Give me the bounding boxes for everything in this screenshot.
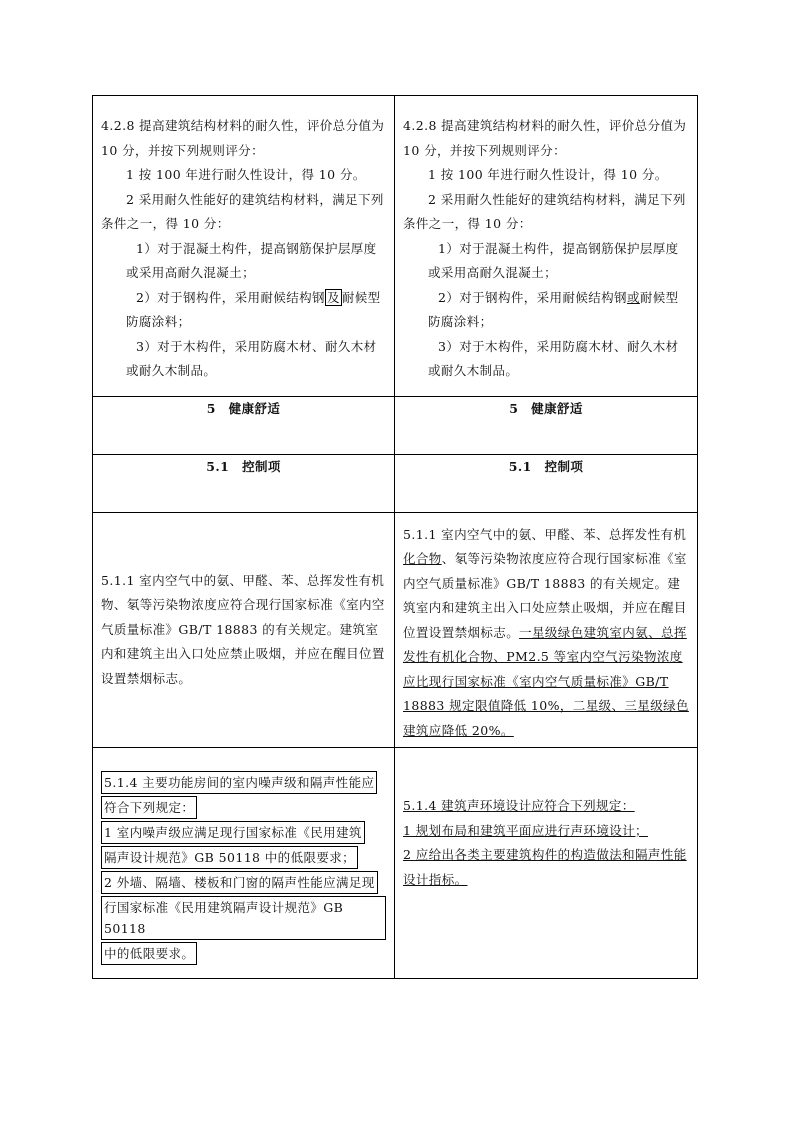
rule-2-3-wood: 3）对于木构件，采用防腐木材、耐久木材或耐久木制品。 <box>126 338 377 378</box>
chapter-5-heading-original: 5 健康舒适 <box>93 396 395 454</box>
boxed-deleted-line: 隔声设计规范》GB 50118 中的低限要求； <box>101 846 358 869</box>
steel-text-a: 2）对于钢构件，采用耐候结构钢 <box>136 289 325 305</box>
comparison-table <box>92 95 698 979</box>
row-4-2-8 <box>93 96 698 397</box>
row-5-1-4 <box>93 748 698 979</box>
section-5-1-heading-revised: 5.1 控制项 <box>395 454 698 512</box>
boxed-deleted-line: 1 室内噪声级应满足现行国家标准《民用建筑 <box>101 821 365 844</box>
rule-2: 2 采用耐久性能好的建筑结构材料，满足下列条件之一，得 10 分： <box>101 191 384 231</box>
row-5-1-1 <box>93 512 698 748</box>
underlined-change-mark: 或 <box>626 289 640 305</box>
clause-4-2-8-title: 4.2.8 提高建筑结构材料的耐久性，评价总分值为 10 分，并按下列规则评分： <box>403 118 687 158</box>
boxed-deleted-line: 中的低限要求。 <box>101 942 197 965</box>
cell-5-1-1-revised <box>395 512 698 748</box>
cell-5-1-4-revised <box>395 748 698 979</box>
row-section-5-1 <box>93 454 698 512</box>
boxed-deleted-line: 5.1.4 主要功能房间的室内噪声级和隔声性能应 <box>101 771 377 794</box>
boxed-deleted-line: 2 外墙、隔墙、楼板和门窗的隔声性能应满足现 <box>101 871 378 894</box>
boxed-change-mark: 及 <box>326 289 340 305</box>
boxed-deleted-line: 行国家标准《民用建筑隔声设计规范》GB 50118 <box>101 896 386 940</box>
steel-text-a: 2）对于钢构件，采用耐候结构钢 <box>438 289 627 305</box>
row-chapter-5 <box>93 396 698 454</box>
section-5-1-heading-original: 5.1 控制项 <box>93 454 395 512</box>
steel-text-b: 耐候型防腐涂料； <box>428 289 679 329</box>
rule-1: 1 按 100 年进行耐久性设计，得 10 分。 <box>428 167 668 182</box>
rule-2-2-steel <box>403 286 689 335</box>
cell-5-1-1-original <box>93 512 395 748</box>
cell-4-2-8-original <box>93 96 395 397</box>
rule-1: 1 按 100 年进行耐久性设计，得 10 分。 <box>126 167 366 182</box>
rule-2-3-wood: 3）对于木构件，采用防腐木材、耐久木材或耐久木制品。 <box>428 338 679 378</box>
rule-2-2-steel <box>101 286 386 335</box>
clause-text-b: 、氡等污染物浓度应符合现行国家标准《室内空气质量标准》GB/T 18883 的有关规定。建筑室内和建筑主出入口处应禁止吸烟，并应在醒目位置设置禁烟标志。 <box>403 551 687 640</box>
boxed-deleted-line: 符合下列规定： <box>101 796 197 819</box>
steel-text-b: 耐候型防腐涂料； <box>126 289 381 329</box>
rule-2-1-concrete: 1）对于混凝土构件，提高钢筋保护层厚度或采用高耐久混凝土； <box>126 240 377 280</box>
rule-2: 2 采用耐久性能好的建筑结构材料，满足下列条件之一，得 10 分： <box>403 191 686 231</box>
clause-5-1-1-text <box>403 523 689 744</box>
cell-5-1-4-original <box>93 748 395 979</box>
underlined-addition: 一星级绿色建筑室内氨、总挥发性有机化合物、PM2.5 等室内空气污染物浓度应比现行国家标准《室内空气质量标准》GB/T 18883 规定限值降低 10%，二星级、三星级绿色建筑应降低 20%。 <box>403 624 689 738</box>
rule-2-acoustic-components: 2 应给出各类主要建筑构件的构造做法和隔声性能设计指标。 <box>403 847 687 887</box>
rule-2-1-concrete: 1）对于混凝土构件，提高钢筋保护层厚度或采用高耐久混凝土； <box>428 240 679 280</box>
clause-5-1-1-text: 5.1.1 室内空气中的氨、甲醛、苯、总挥发性有机物、氡等污染物浓度应符合现行国家标准《室内空气质量标准》GB/T 18883 的有关规定。建筑室内和建筑主出入口处应禁止吸烟，并应在醒目位置设置禁烟标志。 <box>101 572 385 686</box>
clause-4-2-8-title: 4.2.8 提高建筑结构材料的耐久性，评价总分值为 10 分，并按下列规则评分： <box>101 118 385 158</box>
cell-4-2-8-revised <box>395 96 698 397</box>
rule-1-acoustic-planning: 1 规划布局和建筑平面应进行声环境设计； <box>403 822 648 838</box>
chapter-5-heading-revised: 5 健康舒适 <box>395 396 698 454</box>
clause-5-1-4-title: 5.1.4 建筑声环境设计应符合下列规定： <box>403 798 635 813</box>
underlined-addition: 化合物 <box>403 551 442 566</box>
clause-text-a: 5.1.1 室内空气中的氨、甲醛、苯、总挥发性有机 <box>403 526 687 542</box>
